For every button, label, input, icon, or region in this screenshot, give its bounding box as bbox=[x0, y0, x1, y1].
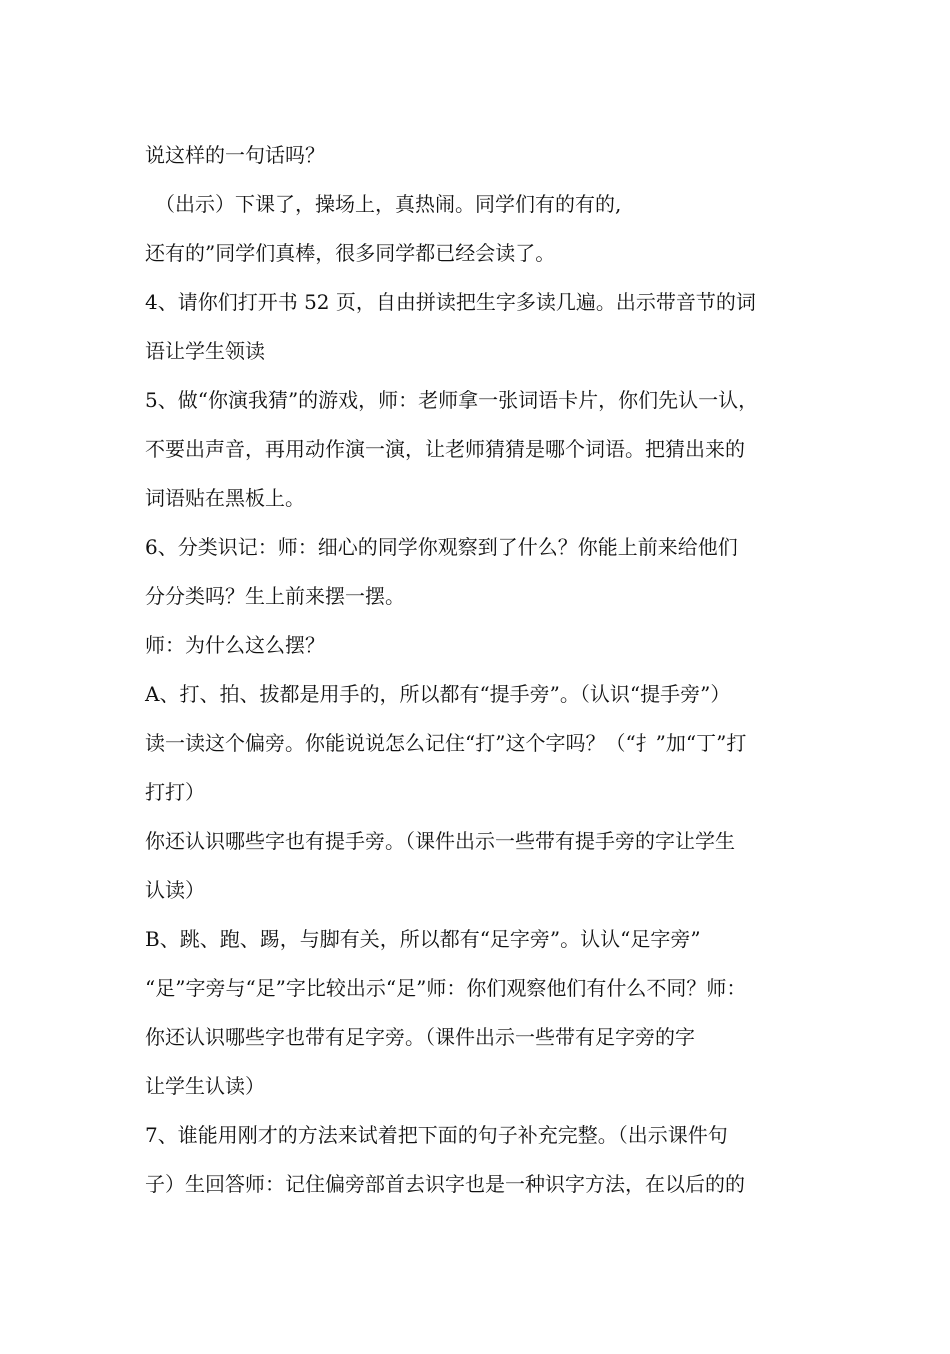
text-line: 你还认识哪些字也有提手旁。（课件出示一些带有提手旁的字让学生 bbox=[145, 829, 735, 853]
text-line: 4、请你们打开书 52 页，自由拼读把生字多读几遍。出示带音节的词 bbox=[145, 290, 756, 314]
text-line: 词语贴在黑板上。 bbox=[145, 486, 305, 510]
text-line: 读一读这个偏旁。你能说说怎么记住“打”这个字吗？（“扌”加“丁”打 bbox=[145, 731, 747, 755]
text-line: 打打） bbox=[145, 780, 205, 804]
text-line: 不要出声音，再用动作演一演，让老师猜猜是哪个词语。把猜出来的 bbox=[145, 437, 745, 461]
text-line: 你还认识哪些字也带有足字旁。（课件出示一些带有足字旁的字 bbox=[145, 1025, 695, 1049]
text-line: 还有的”同学们真棒，很多同学都已经会读了。 bbox=[145, 241, 556, 265]
text-line: 子）生回答师：记住偏旁部首去识字也是一种识字方法，在以后的的 bbox=[145, 1172, 745, 1196]
text-line: 让学生认读） bbox=[145, 1074, 265, 1098]
text-line: 6、分类识记：师：细心的同学你观察到了什么？你能上前来给他们 bbox=[145, 535, 738, 559]
text-line: 说这样的一句话吗？ bbox=[145, 143, 325, 167]
text-line: 5、做“你演我猜”的游戏，师：老师拿一张词语卡片，你们先认一认， bbox=[145, 388, 759, 412]
text-line: 分分类吗？生上前来摆一摆。 bbox=[145, 584, 405, 608]
text-line: A、打、拍、拔都是用手的，所以都有“提手旁”。（认识“提手旁”） bbox=[145, 682, 731, 706]
text-line: B、跳、跑、踢，与脚有关，所以都有“足字旁”。认认“足字旁” bbox=[145, 927, 701, 951]
text-line: （出示）下课了，操场上，真热闹。同学们有的有的, bbox=[155, 192, 622, 216]
text-line: 7、谁能用刚才的方法来试着把下面的句子补充完整。（出示课件句 bbox=[145, 1123, 728, 1147]
text-line: 认读） bbox=[145, 878, 205, 902]
text-line: 语让学生领读 bbox=[145, 339, 265, 363]
text-line: 师：为什么这么摆？ bbox=[145, 633, 325, 657]
text-line: “足”字旁与“足”字比较出示“足”师：你们观察他们有什么不同？师： bbox=[145, 976, 747, 1000]
